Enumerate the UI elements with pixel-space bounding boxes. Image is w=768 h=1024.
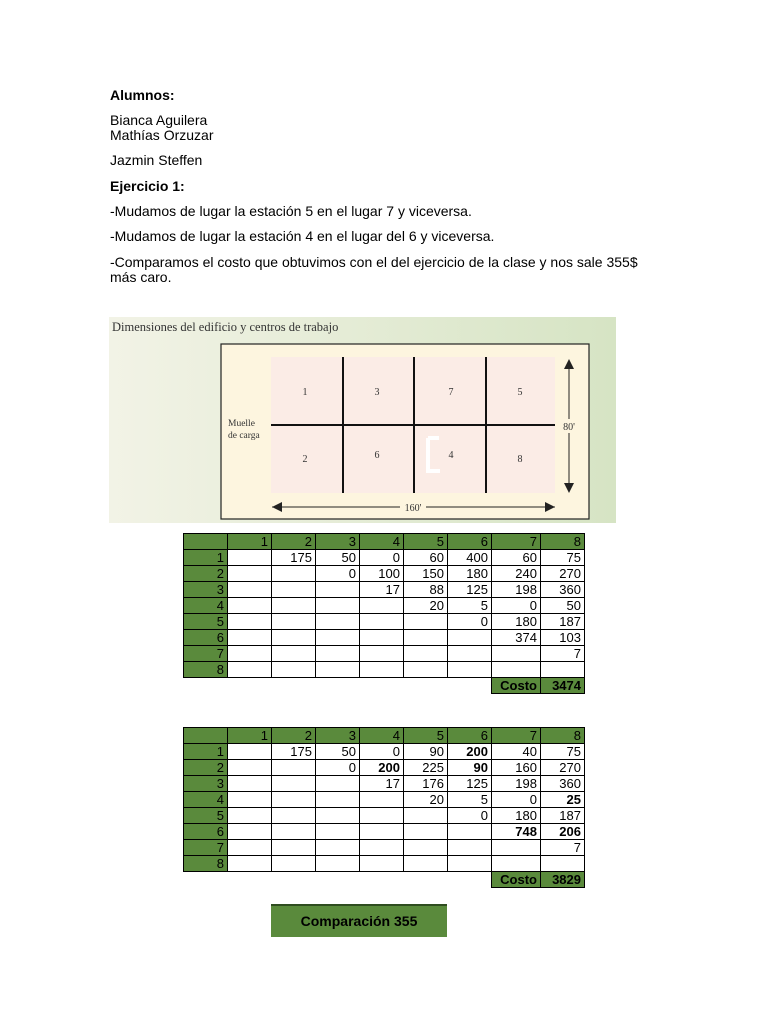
table-row	[184, 630, 585, 646]
table-cell: 90	[404, 744, 448, 760]
table-cell	[404, 824, 448, 840]
station-label: 8	[517, 454, 523, 465]
station-label: 2	[302, 454, 308, 465]
table-cell: 180	[448, 566, 492, 582]
table-cell: 270	[541, 566, 585, 582]
table-cell	[228, 792, 272, 808]
table-row	[184, 598, 585, 614]
table-cell	[404, 630, 448, 646]
table-cell	[316, 856, 360, 872]
row-header-cell: 3	[184, 776, 228, 792]
header-cell: 8	[541, 728, 585, 744]
table-cell: 180	[492, 614, 541, 630]
table-cell	[228, 824, 272, 840]
table-cell: 187	[541, 808, 585, 824]
row-header-cell: 5	[184, 614, 228, 630]
table-cell	[360, 856, 404, 872]
dock-label: Muelle	[228, 419, 255, 429]
table-cell	[316, 582, 360, 598]
table-cell: 0	[360, 550, 404, 566]
header-cell	[184, 728, 228, 744]
table-cell: 75	[541, 550, 585, 566]
table-cell	[272, 566, 316, 582]
table-cell	[492, 646, 541, 662]
table-cell: 198	[492, 582, 541, 598]
row-header-cell: 2	[184, 760, 228, 776]
table-row	[184, 582, 585, 598]
row-header-cell: 6	[184, 824, 228, 840]
table-cell: 50	[316, 550, 360, 566]
table-cell	[272, 598, 316, 614]
table-cell	[360, 824, 404, 840]
table-cell	[228, 614, 272, 630]
row-header-cell: 4	[184, 598, 228, 614]
table-cell	[316, 840, 360, 856]
table-cell: 198	[492, 776, 541, 792]
distance-cost-table-2	[183, 727, 585, 888]
row-header-cell: 8	[184, 856, 228, 872]
table-cell: 50	[316, 744, 360, 760]
header-cell: 2	[272, 534, 316, 550]
table-cell: 270	[541, 760, 585, 776]
table-cell	[228, 662, 272, 678]
table-cell: 0	[316, 566, 360, 582]
table-cell	[404, 856, 448, 872]
table-cell	[492, 856, 541, 872]
step-text: -Mudamos de lugar la estación 4 en el lugar del 6 y viceversa.	[110, 228, 495, 244]
table-cell: 0	[360, 744, 404, 760]
header-row	[184, 728, 585, 744]
table-cell: 7	[541, 840, 585, 856]
figure-title: Dimensiones del edificio y centros de trabajo	[112, 320, 339, 334]
row-header-cell: 2	[184, 566, 228, 582]
table-cell	[272, 582, 316, 598]
cost-value: 3474	[541, 678, 585, 694]
table-cell: 225	[404, 760, 448, 776]
table-cell: 75	[541, 744, 585, 760]
table-cell	[272, 630, 316, 646]
table-cell	[228, 840, 272, 856]
table-row	[184, 646, 585, 662]
table-row	[184, 550, 585, 566]
header-cell: 4	[360, 728, 404, 744]
table-cell	[272, 614, 316, 630]
building-layout-figure	[109, 317, 616, 523]
table-cell	[360, 630, 404, 646]
table-cell: 176	[404, 776, 448, 792]
table-cell: 17	[360, 776, 404, 792]
table-cell	[272, 808, 316, 824]
table-cell: 360	[541, 582, 585, 598]
table-cell	[492, 840, 541, 856]
table-cell	[228, 566, 272, 582]
table-cell: 240	[492, 566, 541, 582]
table-cell	[272, 840, 316, 856]
header-row	[184, 534, 585, 550]
header-cell: 3	[316, 534, 360, 550]
row-header-cell: 7	[184, 840, 228, 856]
table-cell	[228, 856, 272, 872]
station-label: 5	[517, 387, 523, 398]
header-cell: 6	[448, 534, 492, 550]
table-cell	[360, 792, 404, 808]
table-cell	[228, 744, 272, 760]
header-cell: 3	[316, 728, 360, 744]
table-cell	[272, 792, 316, 808]
table-cell: 40	[492, 744, 541, 760]
table-cell	[228, 760, 272, 776]
table-cell	[316, 662, 360, 678]
table-cell: 125	[448, 582, 492, 598]
table-cell: 88	[404, 582, 448, 598]
table-cell: 100	[360, 566, 404, 582]
header-cell: 5	[404, 728, 448, 744]
table-cell: 60	[492, 550, 541, 566]
table-cell: 160	[492, 760, 541, 776]
table-cell: 125	[448, 776, 492, 792]
header-cell: 5	[404, 534, 448, 550]
table-cell	[316, 824, 360, 840]
header-cell: 1	[228, 728, 272, 744]
table-cell	[360, 598, 404, 614]
table-cell	[316, 598, 360, 614]
table-cell	[228, 808, 272, 824]
table-cell	[228, 582, 272, 598]
table-cell	[541, 662, 585, 678]
table-row	[184, 566, 585, 582]
table-cell	[404, 614, 448, 630]
table-cell	[404, 662, 448, 678]
header-cell: 7	[492, 534, 541, 550]
height-label: 80'	[563, 422, 575, 433]
table-cell: 0	[492, 792, 541, 808]
table-cell: 0	[492, 598, 541, 614]
row-header-cell: 4	[184, 792, 228, 808]
station-label: 6	[374, 450, 380, 461]
table-cell	[272, 856, 316, 872]
student-name: Mathías Orzuzar	[110, 127, 214, 143]
table-cell	[492, 662, 541, 678]
table-row	[184, 760, 585, 776]
table-cell: 0	[448, 614, 492, 630]
step-text: -Comparamos el costo que obtuvimos con el del ejercicio de la clase y nos sale 355$	[110, 254, 638, 270]
table-row	[184, 840, 585, 856]
table-cell	[316, 630, 360, 646]
table-cell	[448, 662, 492, 678]
table-cell	[541, 856, 585, 872]
table-cell	[404, 808, 448, 824]
header-cell: 2	[272, 728, 316, 744]
table-cell: 60	[404, 550, 448, 566]
table-cell	[360, 840, 404, 856]
table-cell	[228, 550, 272, 566]
exercise-heading: Ejercicio 1:	[110, 178, 185, 194]
table-cell	[228, 646, 272, 662]
row-header-cell: 7	[184, 646, 228, 662]
table-cell	[360, 614, 404, 630]
table-cell: 90	[448, 760, 492, 776]
comparison-box: Comparación 355	[271, 904, 447, 937]
table-cell	[448, 824, 492, 840]
header-cell: 4	[360, 534, 404, 550]
table-cell: 748	[492, 824, 541, 840]
header-cell: 7	[492, 728, 541, 744]
station-label: 7	[448, 387, 454, 398]
table-row	[184, 808, 585, 824]
table-cell: 200	[448, 744, 492, 760]
header-cell: 1	[228, 534, 272, 550]
table-cell	[272, 662, 316, 678]
table-cell: 175	[272, 550, 316, 566]
table-cell: 17	[360, 582, 404, 598]
table-cell: 5	[448, 598, 492, 614]
table-row	[184, 792, 585, 808]
table-cell	[316, 792, 360, 808]
table-cell	[448, 856, 492, 872]
station-label: 4	[448, 450, 454, 461]
table-cell	[228, 598, 272, 614]
table-cell: 7	[541, 646, 585, 662]
table-cell	[228, 630, 272, 646]
table-cell	[448, 630, 492, 646]
table-row	[184, 776, 585, 792]
cost-row	[184, 678, 585, 694]
table-cell	[228, 776, 272, 792]
header-cell: 6	[448, 728, 492, 744]
table-cell	[448, 840, 492, 856]
table-row	[184, 856, 585, 872]
station-label: 3	[374, 387, 380, 398]
row-header-cell: 6	[184, 630, 228, 646]
table-cell: 200	[360, 760, 404, 776]
table-cell: 187	[541, 614, 585, 630]
table-cell: 400	[448, 550, 492, 566]
cost-row	[184, 872, 585, 888]
table-cell	[360, 808, 404, 824]
table-cell: 5	[448, 792, 492, 808]
student-name: Jazmin Steffen	[110, 152, 203, 168]
cost-value: 3829	[541, 872, 585, 888]
table-cell: 20	[404, 598, 448, 614]
table-cell: 0	[316, 760, 360, 776]
dock-label: de carga	[228, 431, 260, 441]
station-label: 1	[302, 387, 308, 398]
student-name: Bianca Aguilera	[110, 112, 208, 128]
row-header-cell: 8	[184, 662, 228, 678]
cost-label: Costo	[492, 872, 541, 888]
table-cell: 206	[541, 824, 585, 840]
header-cell	[184, 534, 228, 550]
table-cell	[360, 646, 404, 662]
table-cell	[272, 824, 316, 840]
distance-cost-table-1	[183, 533, 585, 694]
table-cell	[316, 808, 360, 824]
header-cell: 8	[541, 534, 585, 550]
table-row	[184, 662, 585, 678]
table-cell	[360, 662, 404, 678]
row-header-cell: 1	[184, 744, 228, 760]
table-row	[184, 614, 585, 630]
table-cell: 360	[541, 776, 585, 792]
table-cell: 180	[492, 808, 541, 824]
step-text: -Mudamos de lugar la estación 5 en el lugar 7 y viceversa.	[110, 203, 472, 219]
table-cell: 175	[272, 744, 316, 760]
table-cell	[316, 614, 360, 630]
table-cell	[272, 760, 316, 776]
table-cell	[272, 646, 316, 662]
table-cell: 20	[404, 792, 448, 808]
table-cell: 25	[541, 792, 585, 808]
row-header-cell: 1	[184, 550, 228, 566]
row-header-cell: 5	[184, 808, 228, 824]
table-cell	[316, 646, 360, 662]
table-cell: 0	[448, 808, 492, 824]
table-row	[184, 744, 585, 760]
table-cell: 50	[541, 598, 585, 614]
table-cell: 374	[492, 630, 541, 646]
cost-label: Costo	[492, 678, 541, 694]
width-label: 160'	[404, 503, 422, 514]
row-header-cell: 3	[184, 582, 228, 598]
table-cell	[272, 776, 316, 792]
table-cell: 103	[541, 630, 585, 646]
table-cell	[448, 646, 492, 662]
step-text: más caro.	[110, 269, 172, 285]
table-cell	[316, 776, 360, 792]
table-cell	[404, 646, 448, 662]
table-cell	[404, 840, 448, 856]
table-row	[184, 824, 585, 840]
table-cell: 150	[404, 566, 448, 582]
students-heading: Alumnos:	[110, 87, 175, 103]
